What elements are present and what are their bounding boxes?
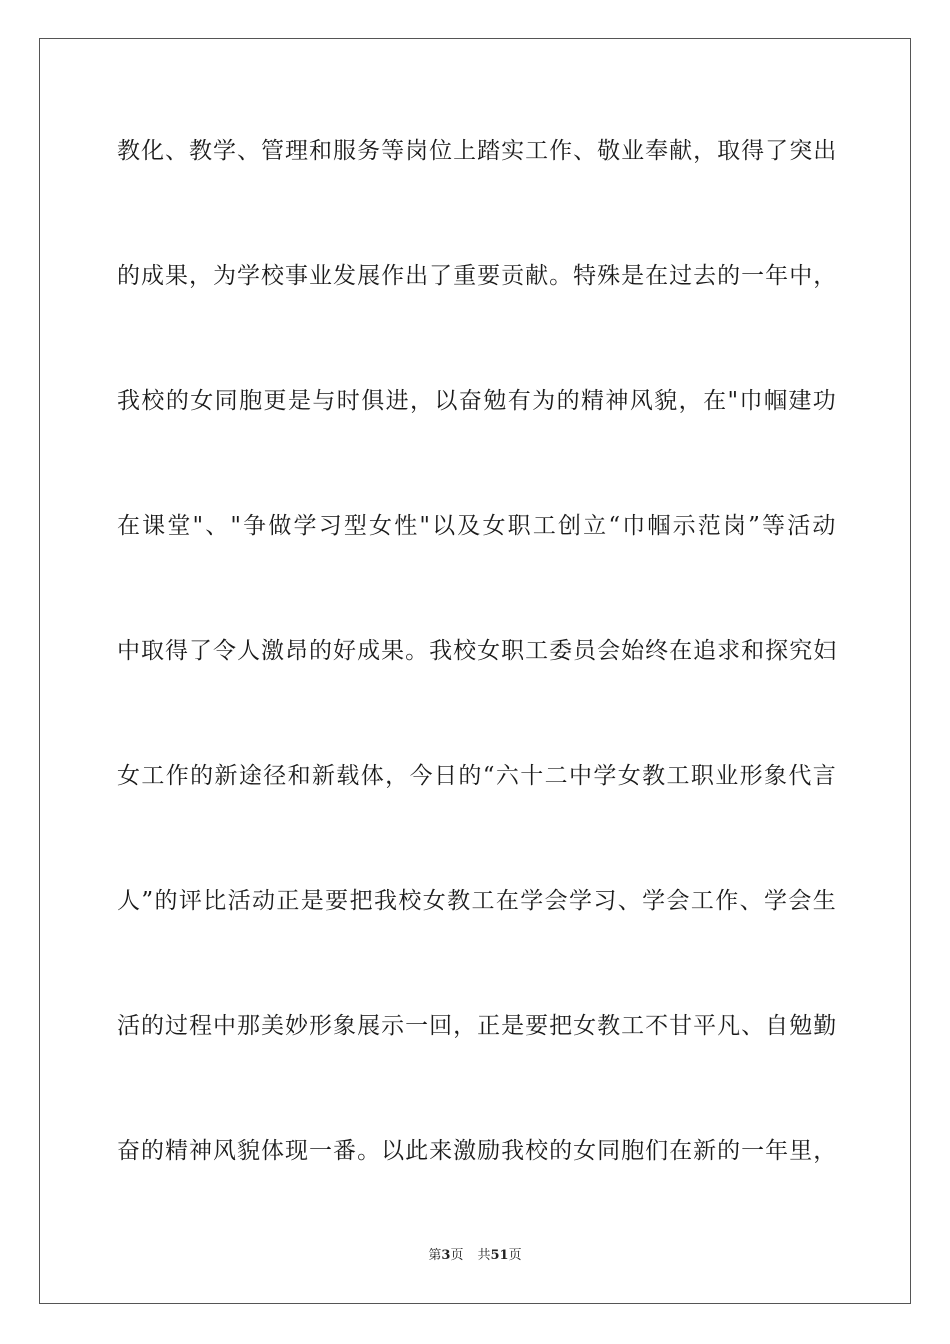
text-line-6: 女工作的新途径和新载体，今日的“六十二中学女教工职业形象代言 [117, 763, 837, 789]
page-suffix: 页 [450, 1248, 464, 1263]
total-pages-label [477, 1248, 521, 1263]
text-line-3: 我校的女同胞更是与时俱进，以奋勉有为的精神风貌，在"巾帼建功 [117, 388, 837, 414]
text-line-5: 中取得了令人激昂的好成果。我校女职工委员会始终在追求和探究妇 [117, 638, 837, 664]
total-prefix: 共 [477, 1248, 491, 1263]
text-line-1: 教化、教学、管理和服务等岗位上踏实工作、敬业奉献，取得了突出 [117, 138, 837, 164]
total-suffix: 页 [508, 1248, 522, 1263]
text-line-2: 的成果，为学校事业发展作出了重要贡献。特殊是在过去的一年中， [117, 263, 837, 289]
text-line-4: 在课堂"、"争做学习型女性"以及女职工创立“巾帼示范岗”等活动 [117, 513, 837, 539]
page-label [428, 1248, 463, 1263]
text-line-7: 人”的评比活动正是要把我校女教工在学会学习、学会工作、学会生 [117, 888, 837, 914]
page-footer [0, 1248, 950, 1264]
total-pages-number: 51 [490, 1248, 509, 1263]
page-border [39, 38, 911, 1304]
text-line-9: 奋的精神风貌体现一番。以此来激励我校的女同胞们在新的一年里， [117, 1138, 837, 1164]
page-prefix: 第 [428, 1248, 442, 1263]
text-line-8: 活的过程中那美妙形象展示一回，正是要把女教工不甘平凡、自勉勤 [117, 1013, 837, 1039]
page-number: 3 [441, 1248, 451, 1263]
